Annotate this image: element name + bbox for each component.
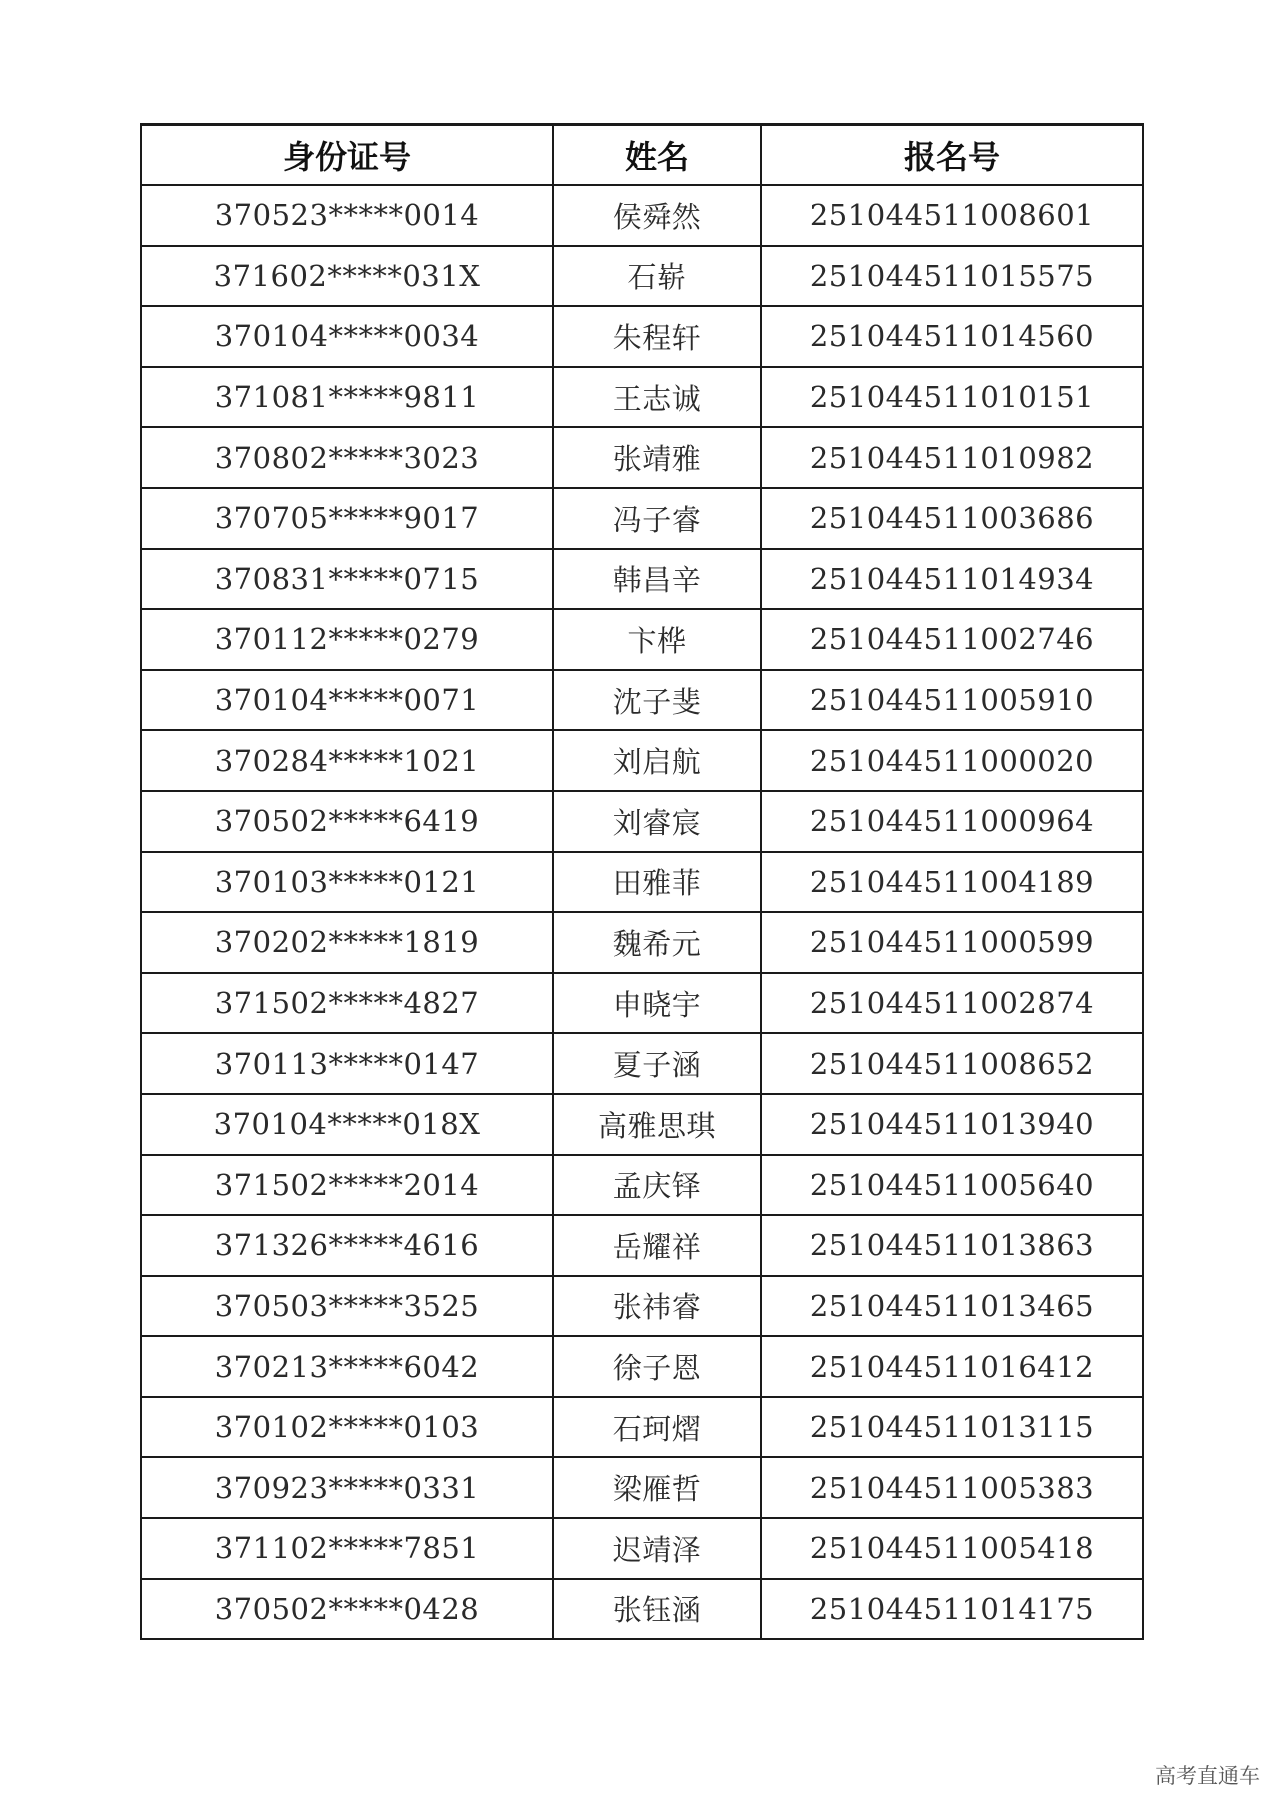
id-number-cell: 370523*****0014 [141,185,553,246]
name-cell: 梁雁哲 [553,1457,761,1518]
table-header-row [141,125,1143,186]
registration-number-cell: 251044511013115 [761,1397,1143,1458]
table-row [141,306,1143,367]
table-body [141,185,1143,1639]
table-row [141,1518,1143,1579]
name-cell: 石珂熠 [553,1397,761,1458]
registration-number-cell: 251044511015575 [761,246,1143,307]
id-number-cell: 370502*****0428 [141,1579,553,1640]
registration-number-cell: 251044511008601 [761,185,1143,246]
registration-number-cell: 251044511010151 [761,367,1143,428]
name-cell: 田雅菲 [553,852,761,913]
registration-number-cell: 251044511003686 [761,488,1143,549]
id-number-cell: 370503*****3525 [141,1276,553,1337]
registration-number-cell: 251044511005640 [761,1155,1143,1216]
name-cell: 夏子涵 [553,1033,761,1094]
table-row [141,1579,1143,1640]
name-cell: 魏希元 [553,912,761,973]
table-row [141,1033,1143,1094]
name-cell: 张靖雅 [553,427,761,488]
table-row [141,549,1143,610]
id-number-cell: 370705*****9017 [141,488,553,549]
name-cell: 迟靖泽 [553,1518,761,1579]
id-number-cell: 370113*****0147 [141,1033,553,1094]
id-number-cell: 371502*****4827 [141,973,553,1034]
table-row [141,1094,1143,1155]
id-number-cell: 371502*****2014 [141,1155,553,1216]
registration-number-cell: 251044511010982 [761,427,1143,488]
id-number-cell: 370923*****0331 [141,1457,553,1518]
name-cell: 申晓宇 [553,973,761,1034]
name-cell: 卞桦 [553,609,761,670]
table-row [141,1276,1143,1337]
id-number-cell: 370284*****1021 [141,730,553,791]
table-row [141,1155,1143,1216]
registration-number-cell: 251044511016412 [761,1336,1143,1397]
header-registration-number: 报名号 [761,125,1143,186]
table-row [141,1457,1143,1518]
name-cell: 刘启航 [553,730,761,791]
name-cell: 石崭 [553,246,761,307]
table-row [141,185,1143,246]
id-number-cell: 370213*****6042 [141,1336,553,1397]
table-row [141,1336,1143,1397]
registration-number-cell: 251044511004189 [761,852,1143,913]
id-number-cell: 371102*****7851 [141,1518,553,1579]
id-number-cell: 370112*****0279 [141,609,553,670]
id-number-cell: 371602*****031X [141,246,553,307]
id-number-cell: 370802*****3023 [141,427,553,488]
registration-number-cell: 251044511014560 [761,306,1143,367]
name-cell: 王志诚 [553,367,761,428]
table-row [141,670,1143,731]
name-cell: 刘睿宸 [553,791,761,852]
name-cell: 徐子恩 [553,1336,761,1397]
id-number-cell: 370104*****018X [141,1094,553,1155]
name-cell: 高雅思琪 [553,1094,761,1155]
header-id-number: 身份证号 [141,125,553,186]
table-row [141,367,1143,428]
registration-number-cell: 251044511005418 [761,1518,1143,1579]
id-number-cell: 370104*****0071 [141,670,553,731]
registration-number-cell: 251044511005383 [761,1457,1143,1518]
registration-number-cell: 251044511002874 [761,973,1143,1034]
id-number-cell: 371326*****4616 [141,1215,553,1276]
watermark: 高考直通车 [1155,1764,1260,1788]
table-row [141,852,1143,913]
name-cell: 孟庆铎 [553,1155,761,1216]
table-row [141,730,1143,791]
table-row [141,246,1143,307]
table-row [141,1215,1143,1276]
name-cell: 冯子睿 [553,488,761,549]
id-number-cell: 370502*****6419 [141,791,553,852]
table-row [141,791,1143,852]
id-number-cell: 370202*****1819 [141,912,553,973]
table-row [141,1397,1143,1458]
table-row [141,488,1143,549]
registration-number-cell: 251044511014175 [761,1579,1143,1640]
id-number-cell: 370103*****0121 [141,852,553,913]
table-row [141,912,1143,973]
registration-number-cell: 251044511005910 [761,670,1143,731]
table-row [141,427,1143,488]
name-cell: 韩昌辛 [553,549,761,610]
name-cell: 张钰涵 [553,1579,761,1640]
id-number-cell: 370831*****0715 [141,549,553,610]
name-cell: 侯舜然 [553,185,761,246]
registration-number-cell: 251044511000599 [761,912,1143,973]
name-cell: 张祎睿 [553,1276,761,1337]
name-cell: 沈子斐 [553,670,761,731]
candidate-table [140,123,1144,1640]
registration-number-cell: 251044511013863 [761,1215,1143,1276]
id-number-cell: 371081*****9811 [141,367,553,428]
registration-number-cell: 251044511002746 [761,609,1143,670]
registration-number-cell: 251044511008652 [761,1033,1143,1094]
name-cell: 朱程轩 [553,306,761,367]
registration-number-cell: 251044511013940 [761,1094,1143,1155]
registration-number-cell: 251044511000964 [761,791,1143,852]
header-name: 姓名 [553,125,761,186]
name-cell: 岳耀祥 [553,1215,761,1276]
table-row [141,973,1143,1034]
registration-number-cell: 251044511014934 [761,549,1143,610]
id-number-cell: 370104*****0034 [141,306,553,367]
registration-number-cell: 251044511000020 [761,730,1143,791]
registration-number-cell: 251044511013465 [761,1276,1143,1337]
table-row [141,609,1143,670]
id-number-cell: 370102*****0103 [141,1397,553,1458]
